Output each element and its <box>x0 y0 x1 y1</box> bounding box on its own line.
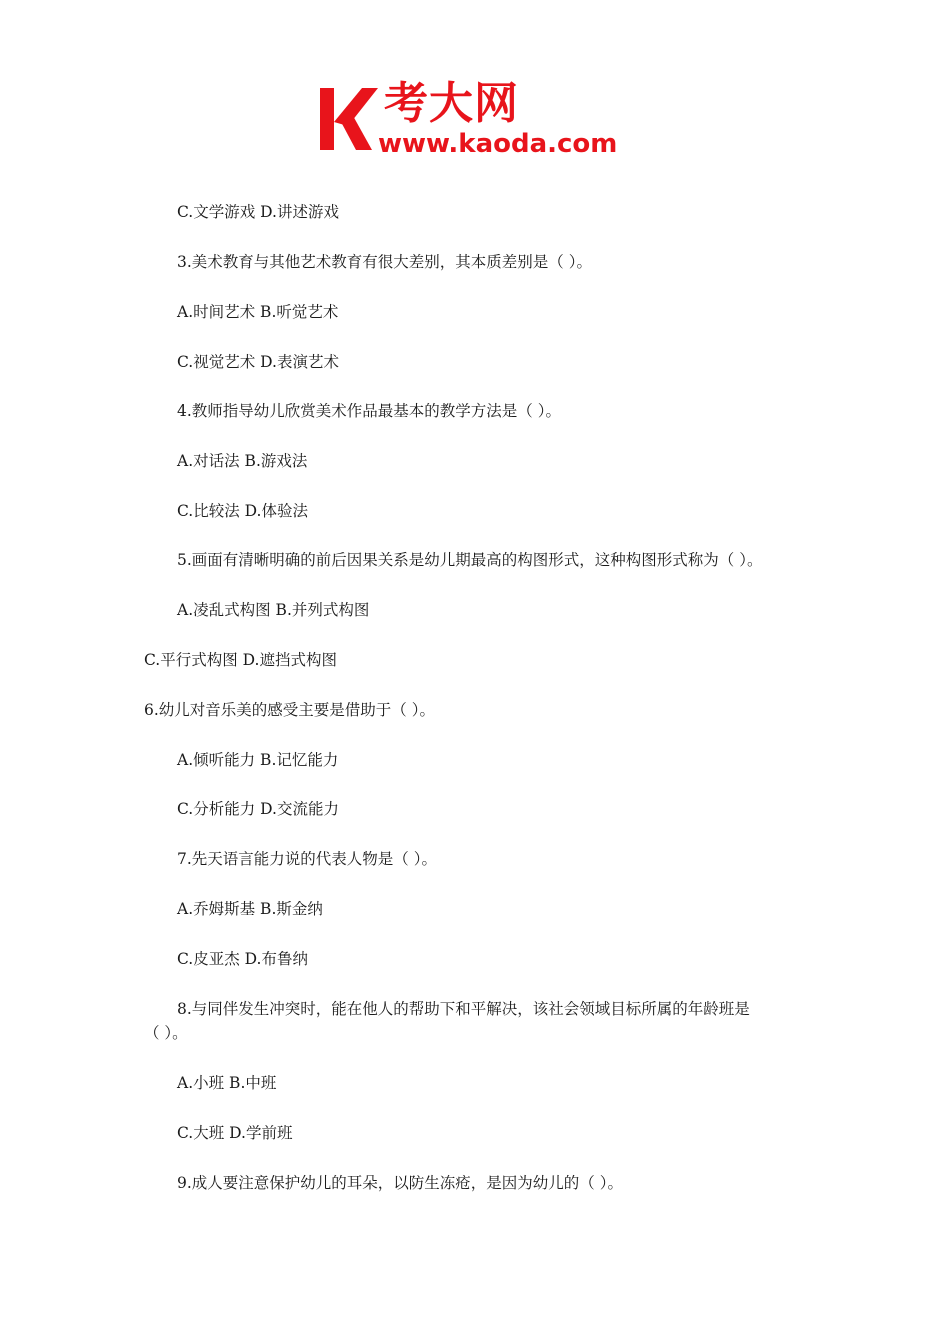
kaoda-logo <box>318 80 638 160</box>
option-line: A.时间艺术 B.听觉艺术 <box>177 303 339 321</box>
option-line: A.凌乱式构图 B.并列式构图 <box>177 601 370 619</box>
option-line: C.大班 D.学前班 <box>177 1124 293 1142</box>
question-4: 4.教师指导幼儿欣赏美术作品最基本的教学方法是（ ）。 <box>177 402 561 420</box>
option-line: C.视觉艺术 D.表演艺术 <box>177 353 339 371</box>
option-line: C.文学游戏 D.讲述游戏 <box>177 203 339 221</box>
option-line: A.倾听能力 B.记忆能力 <box>177 751 339 769</box>
question-5: 5.画面有清晰明确的前后因果关系是幼儿期最高的构图形式，这种构图形式称为（ ）。 <box>177 551 763 569</box>
question-8: 8.与同伴发生冲突时，能在他人的帮助下和平解决，该社会领域目标所属的年龄班是 <box>177 1000 750 1018</box>
option-line: A.乔姆斯基 B.斯金纳 <box>177 900 323 918</box>
question-9: 9.成人要注意保护幼儿的耳朵，以防生冻疮，是因为幼儿的（ ）。 <box>177 1174 623 1192</box>
question-7: 7.先天语言能力说的代表人物是（ ）。 <box>177 850 437 868</box>
option-line: C.平行式构图 D.遮挡式构图 <box>144 651 337 669</box>
logo-chinese-name: 考大网 <box>384 78 519 129</box>
question-6: 6.幼儿对音乐美的感受主要是借助于（ ）。 <box>144 701 435 719</box>
question-8-continued: （ ）。 <box>144 1024 188 1042</box>
logo-url: www.kaoda.com <box>378 129 618 159</box>
option-line: C.皮亚杰 D.布鲁纳 <box>177 950 308 968</box>
option-line: C.分析能力 D.交流能力 <box>177 800 339 818</box>
option-line: A.小班 B.中班 <box>177 1074 277 1092</box>
logo-k-mark <box>318 86 380 152</box>
option-line: A.对话法 B.游戏法 <box>177 452 308 470</box>
question-3: 3.美术教育与其他艺术教育有很大差别，其本质差别是（ ）。 <box>177 253 592 271</box>
option-line: C.比较法 D.体验法 <box>177 502 308 520</box>
